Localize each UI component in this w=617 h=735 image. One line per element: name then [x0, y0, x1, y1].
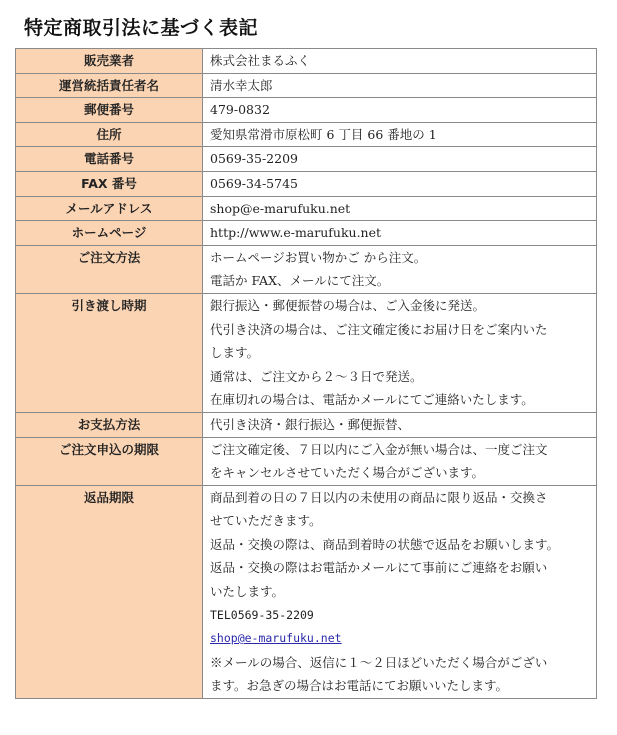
value-line: いたします。 — [210, 584, 285, 600]
value-line: TEL0569-35-2209 — [210, 607, 314, 622]
row-label: 運営統括責任者名 — [16, 73, 203, 98]
value-line: shop@e-marufuku.net — [210, 200, 351, 216]
value-line: 0569-35-2209 — [210, 151, 298, 167]
row-value — [203, 221, 597, 246]
value-line: 清水幸太郎 — [210, 77, 273, 93]
row-value — [203, 171, 597, 196]
table-row — [16, 98, 597, 123]
value-line: 電話か FAX、メールにて注文。 — [210, 273, 390, 289]
value-line: 479-0832 — [210, 102, 270, 118]
row-label: お支払方法 — [16, 412, 203, 437]
table-row — [16, 245, 597, 293]
row-label: ご注文方法 — [16, 245, 203, 293]
table-row — [16, 49, 597, 74]
row-value — [203, 98, 597, 123]
email-link[interactable]: shop@e-marufuku.net — [210, 631, 342, 646]
table-row — [16, 485, 597, 698]
value-line: 株式会社まるふく — [210, 53, 311, 68]
value-line: http://www.e-marufuku.net — [210, 225, 382, 241]
row-label: 住所 — [16, 122, 203, 147]
page-title: 特定商取引法に基づく表記 — [24, 17, 259, 39]
table-row — [16, 73, 597, 98]
value-line: ※メールの場合、返信に１～２日ほどいただく場合がござい — [210, 654, 548, 670]
legal-notice-table — [15, 48, 597, 699]
value-line: します。 — [210, 345, 260, 361]
row-label: FAX 番号 — [16, 171, 203, 196]
table-row — [16, 293, 597, 412]
row-value — [203, 73, 597, 98]
row-label: メールアドレス — [16, 196, 203, 221]
table-row — [16, 221, 597, 246]
row-label: ご注文申込の期限 — [16, 437, 203, 485]
row-label: 引き渡し時期 — [16, 293, 203, 412]
table-row — [16, 196, 597, 221]
table-row — [16, 171, 597, 196]
value-line: ホームページお買い物かご から注文。 — [210, 249, 427, 265]
row-value — [203, 49, 597, 74]
value-line: 代引き決済・銀行振込・郵便振替、 — [210, 416, 411, 432]
value-line: ます。お急ぎの場合はお電話にてお願いいたします。 — [210, 678, 509, 694]
value-line: 商品到着の日の７日以内の未使用の商品に限り返品・交換さ — [210, 489, 548, 505]
value-line: 通常は、ご注文から２～３日で発送。 — [210, 368, 423, 384]
value-line: 0569-34-5745 — [210, 175, 298, 191]
row-value — [203, 147, 597, 172]
value-line: ご注文確定後、７日以内にご入金が無い場合は、一度ご注文 — [210, 441, 548, 457]
value-line: 代引き決済の場合は、ご注文確定後にお届け日をご案内いた — [210, 321, 548, 337]
row-value — [203, 245, 597, 293]
table-row — [16, 122, 597, 147]
value-line: 愛知県常滑市原松町 6 丁目 66 番地の 1 — [210, 126, 437, 142]
row-value — [203, 437, 597, 485]
row-label: 電話番号 — [16, 147, 203, 172]
table-row — [16, 147, 597, 172]
row-label: 郵便番号 — [16, 98, 203, 123]
value-line: 銀行振込・郵便振替の場合は、ご入金後に発送。 — [210, 297, 486, 313]
value-line: をキャンセルさせていただく場合がございます。 — [210, 465, 485, 481]
row-value — [203, 412, 597, 437]
table-row — [16, 412, 597, 437]
value-line: 返品・交換の際はお電話かメールにて事前にご連絡をお願い — [210, 560, 548, 576]
row-value — [203, 122, 597, 147]
row-value — [203, 485, 597, 698]
table-row — [16, 437, 597, 485]
value-line: せていただきます。 — [210, 513, 322, 529]
value-line: 在庫切れの場合は、電話かメールにてご連絡いたします。 — [210, 392, 534, 408]
row-label: 返品期限 — [16, 485, 203, 698]
row-value — [203, 196, 597, 221]
value-line: 返品・交換の際は、商品到着時の状態で返品をお願いします。 — [210, 536, 560, 552]
row-label: 販売業者 — [16, 49, 203, 74]
row-value — [203, 293, 597, 412]
row-label: ホームページ — [16, 221, 203, 246]
